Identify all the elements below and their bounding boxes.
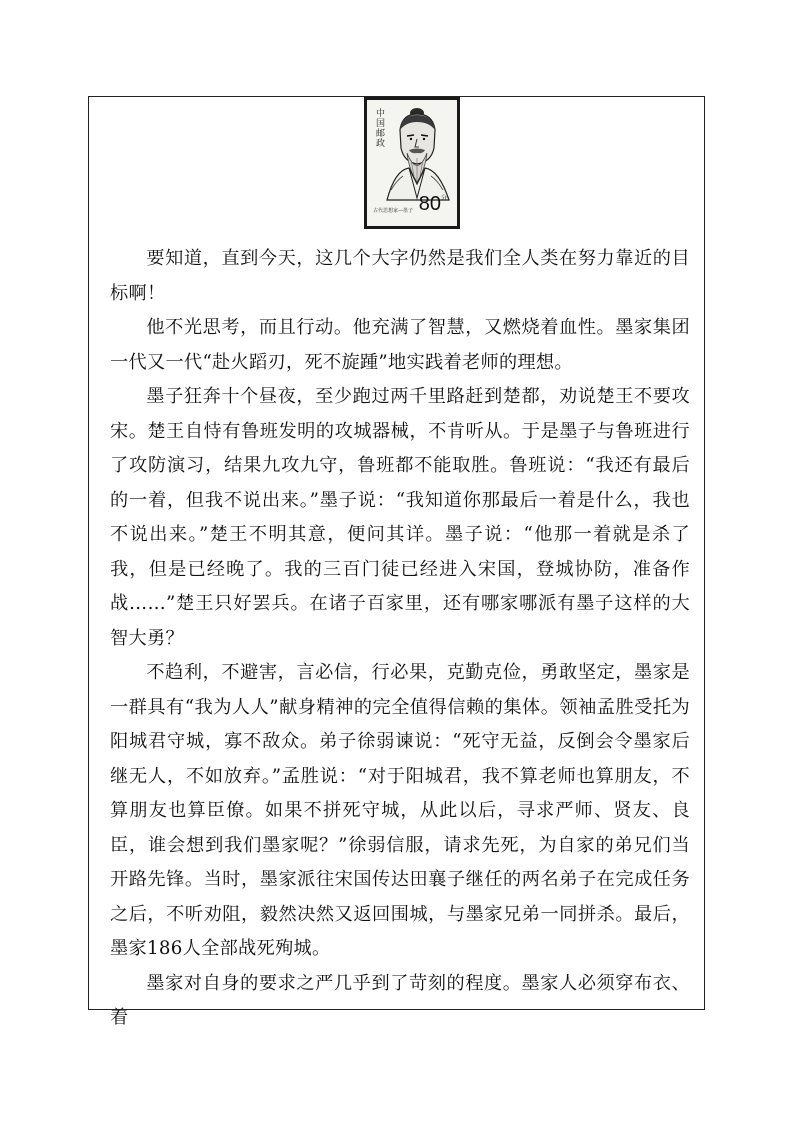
article-body (110, 242, 690, 1036)
paragraph: 他不光思考，而且行动。他充满了智慧，又燃烧着血性。墨家集团一代又一代“赴火蹈刃，死不旋踵”地实践着老师的理想。 (110, 317, 690, 373)
paragraph: 墨子狂奔十个昼夜，至少跑过两千里路赶到楚都，劝说楚王不要攻宋。楚王自恃有鲁班发明的攻城器械，不肯听从。于是墨子与鲁班进行了攻防演习，结果九攻九守，鲁班都不能取胜。鲁班说：“我还有最后的一着，但我不说出来。”墨子说：“我知道你那最后一着是什么，我也不说出来。”楚王不明其意，便问其详。墨子说：“他那一着就是杀了我，但是已经晚了。我的三百门徒已经进入宋国，登城协防，准备作战……”楚王只好罢兵。在诸子百家里，还有哪家哪派有墨子这样的大智大勇？ (110, 386, 690, 649)
stamp-country-text: 中国邮政 (374, 108, 384, 148)
stamp-face (367, 100, 457, 226)
mozi-stamp-image (364, 97, 460, 229)
paragraph: 墨家对自身的要求之严几乎到了苛刻的程度。墨家人必须穿布衣、着 (110, 972, 690, 1028)
paragraph: 要知道，直到今天，这几个大字仍然是我们全人类在努力靠近的目标啊！ (110, 248, 690, 304)
stamp-denomination: $80^分$ (418, 193, 447, 215)
stamp-caption: 古代思想家—墨子 (373, 208, 414, 214)
paragraph: 不趋利，不避害，言必信，行必果，克勤克俭，勇敢坚定，墨家是一群具有“我为人人”献身精神的完全值得信赖的集体。领袖孟胜受托为阳城君守城，寡不敌众。弟子徐弱谏说：“死守无益，反倒会令墨家后继无人，不如放弃。”孟胜说：“对于阳城君，我不算老师也算朋友，不算朋友也算臣僚。如果不拼死守城，从此以后，寻求严师、贤友、良臣，谁会想到我们墨家呢？”徐弱信服，请求先死，为自家的弟兄们当开路先锋。当时，墨家派往宋国传达田襄子继任的两名弟子在完成任务之后，不听劝阻，毅然决然又返回围城，与墨家兄弟一同拼杀。最后，墨家186人全部战死殉城。 (110, 662, 690, 959)
